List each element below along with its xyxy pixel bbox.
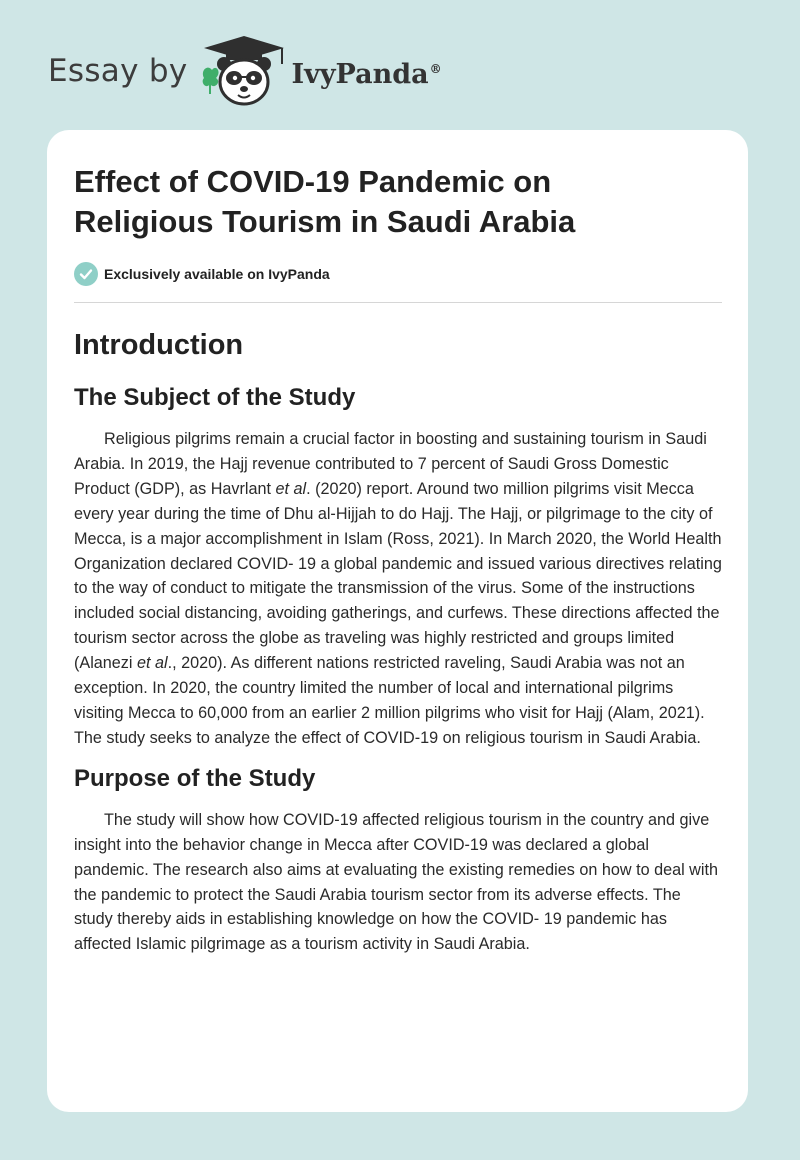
ivypanda-logo[interactable]: [198, 34, 442, 108]
title-line-2: Religious Tourism in Saudi Arabia: [74, 204, 576, 239]
brand-name: IvyPanda®: [291, 58, 442, 90]
divider: [74, 302, 722, 303]
section-heading-introduction: Introduction: [74, 329, 244, 361]
essay-by-label: Essay by: [48, 53, 188, 89]
check-icon: [74, 262, 98, 286]
badge-text: Exclusively available on IvyPanda: [104, 266, 330, 282]
panda-graduate-icon: [198, 34, 290, 108]
title-line-1: Effect of COVID-19 Pandemic on: [74, 164, 552, 199]
subsection-heading-subject: The Subject of the Study: [74, 384, 356, 411]
page-title: [74, 162, 722, 242]
essay-card: [47, 130, 748, 1112]
subsection-heading-purpose: Purpose of the Study: [74, 764, 316, 792]
paragraph-subject: Religious pilgrims remain a crucial factor in boosting and sustaining tourism in Saudi Arabia. In 2019, the Hajj revenue contributed to 7 percent of Saudi Gross Domestic Product (GDP), as Havrlant et al. (2020) report. Around two million pilgrims visit Mecca every year during the time of Dhu al-Hijjah to do Hajj. The Hajj, or pilgrimage to the city of Mecca, is a major accomplishment in Islam (Ross, 2021). In March 2020, the World Health Organization declared COVID- 19 a global pandemic and issued various directives relating to the way of conduct to mitigate the transmission of the virus. Some of the instructions included social distancing, avoiding gatherings, and curfews. These directions affected the tourism sector across the globe as traveling was highly restricted and groups limited (Alanezi et al., 2020). As different nations restricted raveling, Saudi Arabia was not an exception. In 2020, the country limited the number of local and international pilgrims visiting Mecca to 60,000 from an earlier 2 million pilgrims who visit for Hajj (Alam, 2021). The study seeks to analyze the effect of COVID-19 on religious tourism in Saudi Arabia.: [74, 430, 722, 747]
registered-mark: ®: [429, 61, 442, 76]
site-header: [48, 36, 442, 106]
paragraph-purpose: The study will show how COVID-19 affected religious tourism in the country and give insight into the behavior change in Mecca after COVID-19 was declared a global pandemic. The research also aims at evaluating the existing remedies on how to deal with the pandemic to protect the Saudi Arabia tourism sector from its adverse effects. The study thereby aids in establishing knowledge on how the COVID- 19 pandemic has affected Islamic pilgrimage as a tourism activity in Saudi Arabia.: [74, 810, 718, 954]
exclusive-badge: [74, 262, 722, 286]
